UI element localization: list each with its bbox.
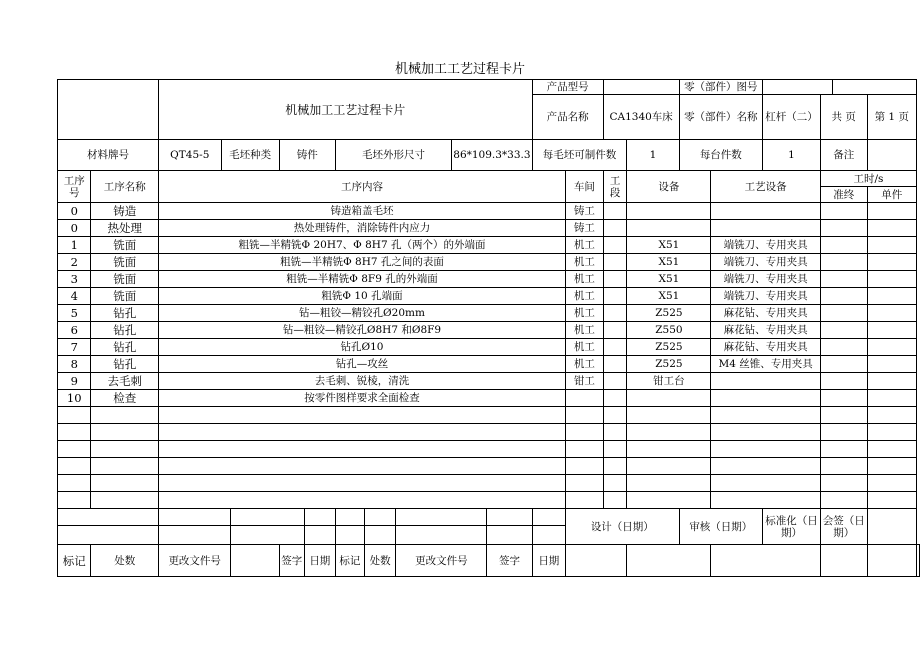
product-model-label: 产品型号 [532,80,603,95]
op-workshop-cell: 铸工 [566,203,604,220]
op-section-cell [603,441,627,458]
table-row [58,441,920,458]
op-no-cell: 8 [58,356,91,373]
op-tooling-cell [711,220,820,237]
op-workshop-cell: 钳工 [566,373,604,390]
blank-type-value: 铸件 [279,140,335,171]
op-prep-time-cell [820,254,867,271]
op-content-cell: 粗铣—半精铣Φ 8F9 孔的外端面 [158,271,565,288]
op-unit-time-cell [867,441,916,458]
table-row [58,288,920,305]
product-name-label: 产品名称 [532,95,603,140]
op-equipment-cell [627,220,711,237]
col-workshop: 车间 [566,171,604,203]
op-unit-time-cell [867,356,916,373]
op-section-cell [603,339,627,356]
op-equipment-cell: X51 [627,288,711,305]
op-name-cell: 铣面 [91,254,158,271]
part-name-value: 杠杆（二） [763,95,821,140]
op-name-cell: 钻孔 [91,339,158,356]
op-equipment-cell: 钳工台 [627,373,711,390]
op-section-cell [603,424,627,441]
op-prep-time-cell [820,322,867,339]
op-tooling-cell: 端铣刀、专用夹具 [711,237,820,254]
op-content-cell: 钻—粗铰—精铰孔Ø8H7 和Ø8F9 [158,322,565,339]
col-equipment: 设备 [627,171,711,203]
op-name-cell [91,475,158,492]
op-no-cell: 9 [58,373,91,390]
op-section-cell [603,271,627,288]
sig-blank [58,509,159,526]
page-title: 机械加工工艺过程卡片 [394,62,525,77]
op-content-cell: 钻—粗铰—精铰孔Ø20mm [158,305,565,322]
op-tooling-cell [711,492,820,509]
col-prep-time: 准终 [820,187,867,203]
op-no-cell [58,475,91,492]
op-name-cell: 铣面 [91,237,158,254]
design-date: 设计（日期） [566,509,680,545]
op-workshop-cell: 机工 [566,322,604,339]
table-row [58,492,920,509]
op-section-cell [603,322,627,339]
op-tooling-cell [711,407,820,424]
op-no-cell: 0 [58,220,91,237]
op-unit-time-cell [867,220,916,237]
op-workshop-cell [566,458,604,475]
op-section-cell [603,220,627,237]
op-content-cell: 粗铣—半精铣Φ 20H7、Φ 8H7 孔（两个）的外端面 [158,237,565,254]
op-section-cell [603,237,627,254]
op-prep-time-cell [820,475,867,492]
op-tooling-cell [711,203,820,220]
op-no-cell: 6 [58,322,91,339]
table-row [58,424,920,441]
op-tooling-cell [711,441,820,458]
op-content-cell: 热处理铸件，消除铸件内应力 [158,220,565,237]
op-unit-time-cell [867,407,916,424]
op-tooling-cell [711,458,820,475]
op-tooling-cell [711,475,820,492]
table-row [58,407,920,424]
blank-size-label: 毛坯外形尺寸 [335,140,452,171]
table-row [58,390,920,407]
op-workshop-cell: 机工 [566,271,604,288]
op-content-cell: 按零件图样要求全面检查 [158,390,565,407]
table-row [58,356,920,373]
op-no-cell: 5 [58,305,91,322]
mark-label-2: 标记 [335,545,364,577]
op-workshop-cell: 机工 [566,288,604,305]
per-unit-value: 1 [763,140,821,171]
op-no-cell: 7 [58,339,91,356]
op-no-cell: 4 [58,288,91,305]
col-unit-time: 单件 [867,187,916,203]
op-prep-time-cell [820,288,867,305]
op-workshop-cell [566,390,604,407]
col-time: 工时/s [820,171,916,187]
op-no-cell: 2 [58,254,91,271]
op-content-cell [158,424,565,441]
part-no-extra [832,80,916,95]
op-no-cell [58,407,91,424]
op-section-cell [603,407,627,424]
count-label-2: 处数 [365,545,396,577]
op-section-cell [603,458,627,475]
op-unit-time-cell [867,322,916,339]
table-row [58,203,920,220]
op-unit-time-cell [867,373,916,390]
op-no-cell [58,441,91,458]
op-tooling-cell [711,424,820,441]
operations-body [58,203,920,509]
op-tooling-cell: 端铣刀、专用夹具 [711,254,820,271]
col-tooling: 工艺设备 [711,171,820,203]
table-row [58,237,920,254]
op-workshop-cell: 机工 [566,356,604,373]
op-section-cell [603,203,627,220]
product-model-value [603,80,679,95]
op-name-cell: 钻孔 [91,322,158,339]
product-name-value: CA1340车床 [603,95,679,140]
parts-per-blank-value: 1 [627,140,679,171]
op-name-cell [91,458,158,475]
count-label: 处数 [91,545,158,577]
date-label-2: 日期 [532,545,565,577]
op-equipment-cell: X51 [627,254,711,271]
op-workshop-cell [566,475,604,492]
remark-value [867,140,916,171]
op-content-cell [158,475,565,492]
date-label: 日期 [304,545,335,577]
op-content-cell: 钻孔Ø10 [158,339,565,356]
change-doc-label-2: 更改文件号 [396,545,487,577]
op-prep-time-cell [820,492,867,509]
countersign-date: 会签（日期） [820,509,867,545]
col-op-name: 工序名称 [91,171,158,203]
op-unit-time-cell [867,271,916,288]
op-section-cell [603,356,627,373]
op-prep-time-cell [820,339,867,356]
blank-size-value: 86*109.3*33.3 [452,140,532,171]
op-equipment-cell: X51 [627,237,711,254]
card-name: 机械加工工艺过程卡片 [158,80,532,140]
op-unit-time-cell [867,237,916,254]
sign-label: 签字 [279,545,304,577]
op-section-cell [603,373,627,390]
op-content-cell: 粗铣—半精铣Φ 8H7 孔之间的表面 [158,254,565,271]
op-unit-time-cell [867,288,916,305]
op-workshop-cell: 机工 [566,305,604,322]
op-name-cell: 热处理 [91,220,158,237]
op-equipment-cell [627,475,711,492]
op-workshop-cell [566,492,604,509]
op-unit-time-cell [867,458,916,475]
standard-date: 标准化（日期） [763,509,821,545]
op-name-cell: 钻孔 [91,305,158,322]
col-op-no: 工序号 [58,171,91,203]
page-number: 第 1 页 [867,95,916,140]
op-unit-time-cell [867,424,916,441]
op-no-cell: 3 [58,271,91,288]
op-unit-time-cell [867,475,916,492]
op-prep-time-cell [820,271,867,288]
change-doc-label: 更改文件号 [158,545,230,577]
op-equipment-cell [627,390,711,407]
process-card-table [57,79,920,577]
part-no-value [763,80,832,95]
op-section-cell [603,492,627,509]
remark-label: 备注 [820,140,867,171]
op-section-cell [603,390,627,407]
op-prep-time-cell [820,458,867,475]
op-equipment-cell: Z525 [627,356,711,373]
op-prep-time-cell [820,390,867,407]
op-prep-time-cell [820,237,867,254]
op-tooling-cell: 麻花钻、专用夹具 [711,305,820,322]
op-content-cell: 铸造箱盖毛坯 [158,203,565,220]
op-no-cell [58,424,91,441]
op-equipment-cell [627,492,711,509]
op-content-cell [158,407,565,424]
table-row [58,220,920,237]
op-equipment-cell [627,441,711,458]
op-tooling-cell: 麻花钻、专用夹具 [711,322,820,339]
op-prep-time-cell [820,441,867,458]
op-content-cell [158,492,565,509]
op-content-cell [158,458,565,475]
op-tooling-cell: 端铣刀、专用夹具 [711,288,820,305]
op-equipment-cell [627,424,711,441]
material-grade-label: 材料牌号 [58,140,159,171]
part-no-label: 零（部件）图号 [679,80,762,95]
op-workshop-cell: 铸工 [566,220,604,237]
op-workshop-cell: 机工 [566,254,604,271]
table-row [58,458,920,475]
table-row [58,305,920,322]
op-name-cell [91,407,158,424]
op-section-cell [603,288,627,305]
op-prep-time-cell [820,424,867,441]
sign-label-2: 签字 [487,545,532,577]
op-equipment-cell [627,458,711,475]
op-workshop-cell [566,407,604,424]
op-equipment-cell: Z525 [627,339,711,356]
total-pages: 共 页 [820,95,867,140]
op-prep-time-cell [820,373,867,390]
op-name-cell [91,492,158,509]
op-tooling-cell [711,390,820,407]
op-tooling-cell: 麻花钻、专用夹具 [711,339,820,356]
op-tooling-cell [711,373,820,390]
table-row [58,339,920,356]
table-row [58,254,920,271]
op-content-cell: 粗铣Φ 10 孔端面 [158,288,565,305]
table-row [58,322,920,339]
parts-per-blank-label: 每毛坯可制件数 [532,140,627,171]
op-name-cell [91,441,158,458]
op-content-cell [158,441,565,458]
op-workshop-cell: 机工 [566,237,604,254]
header-blank [58,80,159,140]
blank-type-label: 毛坯种类 [221,140,279,171]
op-prep-time-cell [820,305,867,322]
op-prep-time-cell [820,407,867,424]
op-prep-time-cell [820,220,867,237]
op-section-cell [603,305,627,322]
table-row [58,475,920,492]
op-name-cell: 钻孔 [91,356,158,373]
op-unit-time-cell [867,492,916,509]
op-unit-time-cell [867,203,916,220]
op-no-cell: 0 [58,203,91,220]
op-workshop-cell: 机工 [566,339,604,356]
op-workshop-cell [566,441,604,458]
op-equipment-cell: X51 [627,271,711,288]
part-name-label: 零（部件）名称 [679,95,762,140]
op-equipment-cell [627,203,711,220]
table-row [58,271,920,288]
op-no-cell [58,492,91,509]
op-section-cell [603,475,627,492]
mark-label: 标记 [58,545,91,577]
col-section: 工段 [603,171,627,203]
op-equipment-cell: Z550 [627,322,711,339]
op-section-cell [603,254,627,271]
op-tooling-cell: M4 丝锥、专用夹具 [711,356,820,373]
op-no-cell: 1 [58,237,91,254]
op-unit-time-cell [867,305,916,322]
op-name-cell: 去毛刺 [91,373,158,390]
per-unit-label: 每台件数 [679,140,762,171]
review-date: 审核（日期） [679,509,762,545]
col-content: 工序内容 [158,171,565,203]
material-grade-value: QT45-5 [158,140,221,171]
op-equipment-cell [627,407,711,424]
op-prep-time-cell [820,203,867,220]
op-name-cell: 铣面 [91,271,158,288]
op-name-cell: 检查 [91,390,158,407]
op-workshop-cell [566,424,604,441]
op-name-cell: 铣面 [91,288,158,305]
op-unit-time-cell [867,390,916,407]
op-prep-time-cell [820,356,867,373]
op-no-cell: 10 [58,390,91,407]
op-content-cell: 钻孔—攻丝 [158,356,565,373]
op-unit-time-cell [867,339,916,356]
op-content-cell: 去毛刺、锐棱，清洗 [158,373,565,390]
op-name-cell: 铸造 [91,203,158,220]
op-unit-time-cell [867,254,916,271]
op-tooling-cell: 端铣刀、专用夹具 [711,271,820,288]
table-row [58,373,920,390]
op-no-cell [58,458,91,475]
op-equipment-cell: Z525 [627,305,711,322]
op-name-cell [91,424,158,441]
